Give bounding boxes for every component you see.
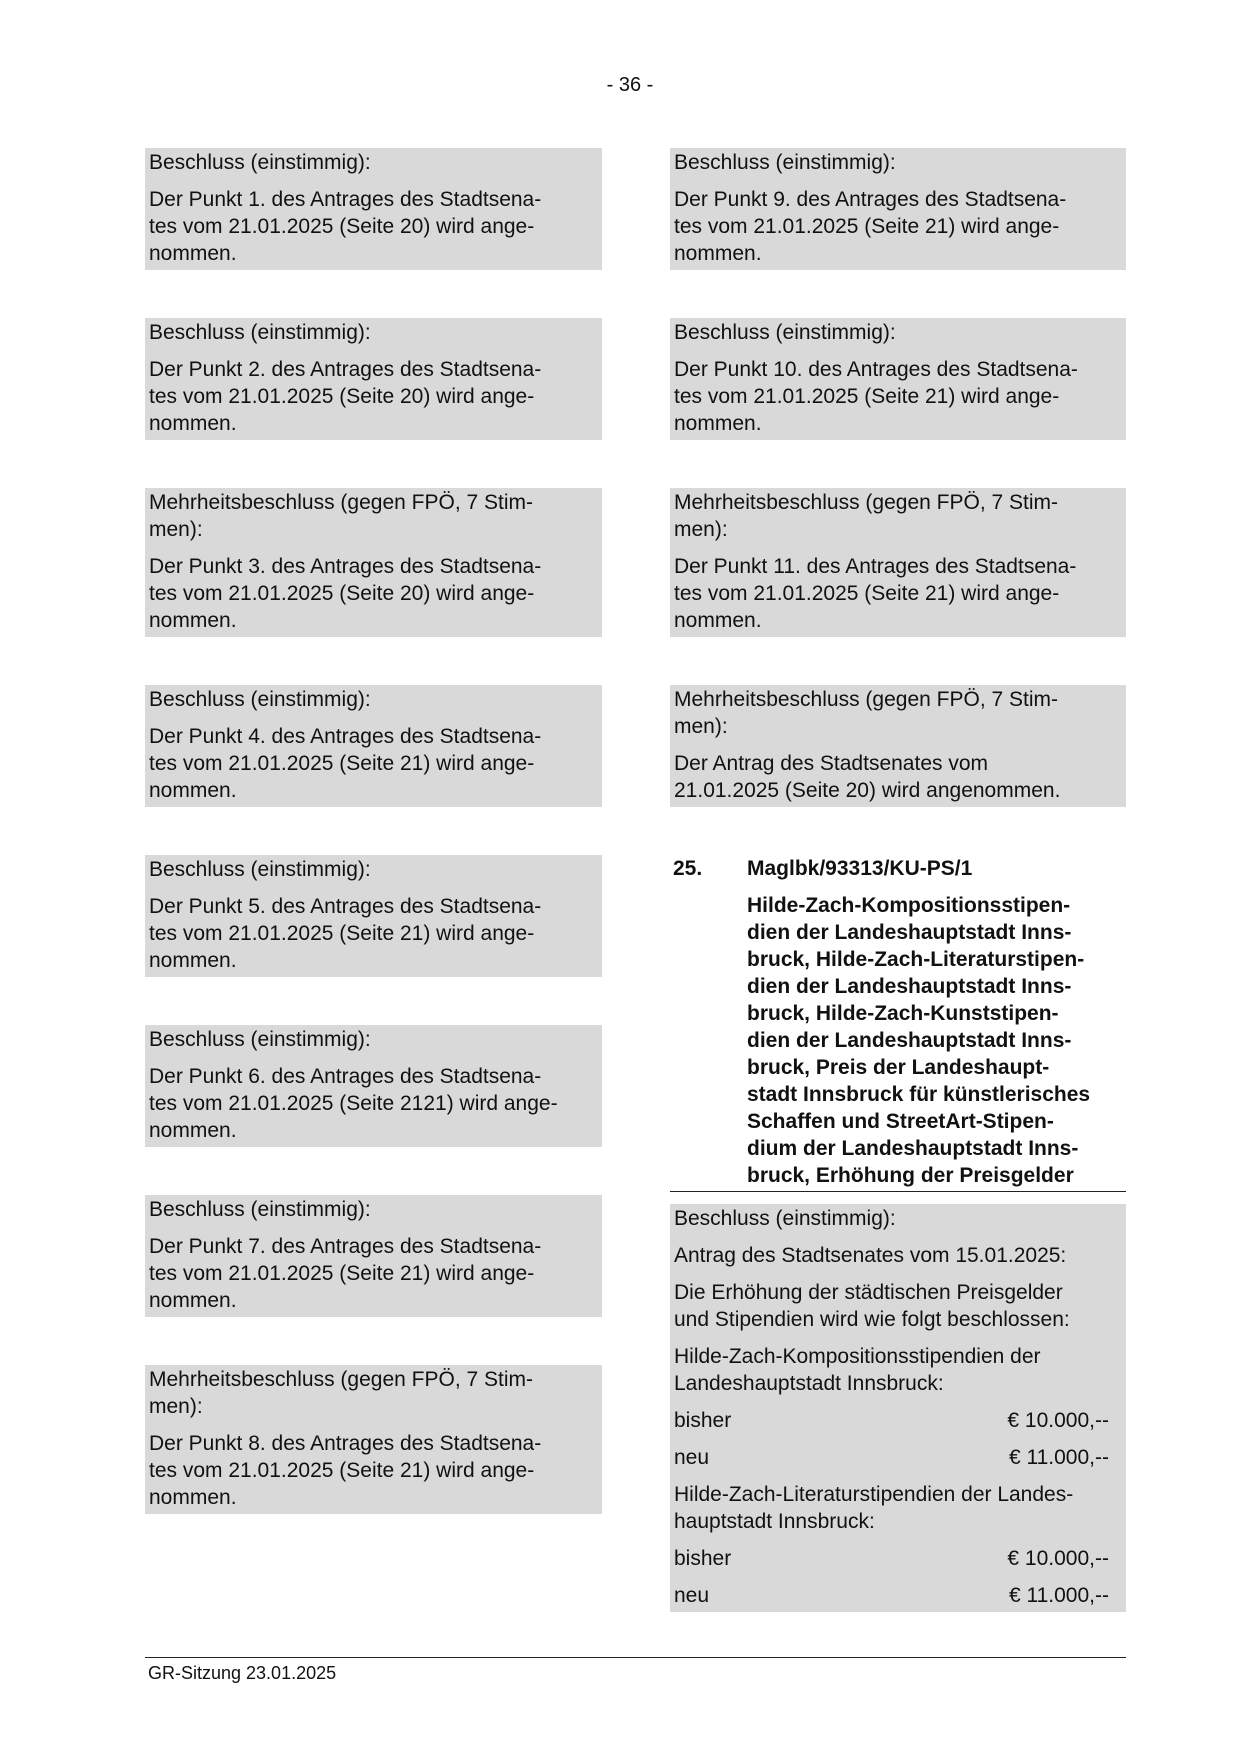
amount-label: bisher [674,1409,732,1432]
resolution-text [149,1233,599,1314]
resolution-block [145,488,602,637]
resolution-type: Beschluss (einstimmig): [674,151,896,174]
resolution-type: Beschluss (einstimmig): [674,321,896,344]
resolution-block [670,488,1126,637]
resolution-block [145,855,602,977]
resolution-block [145,685,602,807]
text-line: tes vom 21.01.2025 (Seite 20) wird ange- [149,215,535,238]
text-line: Der Punkt 4. des Antrages des Stadtsena- [149,725,542,748]
resolution-block [145,1365,602,1514]
decision-block [670,1204,1126,1612]
amount-value: € 11.000,-- [1008,1584,1109,1607]
text-line: nommen. [149,779,237,802]
text-line: tes vom 21.01.2025 (Seite 21) wird ange- [674,582,1060,605]
resolution-type: Beschluss (einstimmig): [149,1198,371,1221]
agenda-item [670,855,1126,1192]
text-line: Der Punkt 2. des Antrages des Stadtsena- [149,358,542,381]
text-line: tes vom 21.01.2025 (Seite 2121) wird ange- [149,1092,558,1115]
title-line: dium der Landeshauptstadt Inns- [747,1137,1079,1160]
resolution-block [145,1195,602,1317]
resolution-type: Mehrheitsbeschluss (gegen FPÖ, 7 Stim- [674,491,1058,514]
resolution-type: Beschluss (einstimmig): [149,1028,371,1051]
right-column [670,148,1126,1612]
title-line: dien der Landeshauptstadt Inns- [747,1029,1072,1052]
text-line: Der Punkt 3. des Antrages des Stadtsena- [149,555,542,578]
resolution-block [145,318,602,440]
text-line: nommen. [149,949,237,972]
text-line: nommen. [674,609,762,632]
text-line: hauptstadt Innsbruck: [674,1510,875,1533]
resolution-block [670,318,1126,440]
text-line: Der Punkt 5. des Antrages des Stadtsena- [149,895,542,918]
left-column [145,148,602,1514]
title-line: dien der Landeshauptstadt Inns- [747,975,1072,998]
text-line: Der Punkt 1. des Antrages des Stadtsena- [149,188,542,211]
text-line: Der Punkt 7. des Antrages des Stadtsena- [149,1235,542,1258]
resolution-text [149,893,599,974]
text-line: Die Erhöhung der städtischen Preisgelder [674,1281,1063,1304]
amount-value: € 10.000,-- [1007,1409,1109,1432]
amount-row [674,1407,1123,1444]
amount-value: € 10.000,-- [1007,1547,1109,1570]
text-line: tes vom 21.01.2025 (Seite 21) wird ange- [674,215,1060,238]
resolution-type: Beschluss (einstimmig): [674,1207,896,1230]
resolution-text [149,723,599,804]
resolution-text [674,553,1123,634]
section-title [674,1343,1123,1407]
text-line: nommen. [149,242,237,265]
title-line: bruck, Erhöhung der Preisgelder [747,1164,1074,1187]
amount-label: neu [674,1584,710,1607]
text-line: Der Punkt 6. des Antrages des Stadtsena- [149,1065,542,1088]
title-line: dien der Landeshauptstadt Inns- [747,921,1072,944]
resolution-text [674,186,1123,267]
resolution-type: Beschluss (einstimmig): [149,858,371,881]
resolution-type: Mehrheitsbeschluss (gegen FPÖ, 7 Stim- [149,491,533,514]
page-footer [145,1657,1126,1684]
text-line: tes vom 21.01.2025 (Seite 21) wird ange- [674,385,1060,408]
text-line: tes vom 21.01.2025 (Seite 21) wird ange- [149,922,535,945]
text-line: tes vom 21.01.2025 (Seite 21) wird ange- [149,1459,535,1482]
agenda-divider [670,1191,1126,1192]
text-line: Der Punkt 8. des Antrages des Stadtsena- [149,1432,542,1455]
decision-intro [674,1279,1123,1343]
resolution-block [145,1025,602,1147]
footer-text: GR-Sitzung 23.01.2025 [148,1663,337,1683]
resolution-type-cont: men): [674,518,728,541]
title-line: Schaffen und StreetArt-Stipen- [747,1110,1054,1133]
text-line: nommen. [149,1486,237,1509]
resolution-text [149,186,599,267]
text-line: nommen. [149,412,237,435]
resolution-text [149,1430,599,1511]
resolution-text [149,356,599,437]
antrag-line: Antrag des Stadtsenates vom 15.01.2025: [674,1244,1067,1267]
text-line: Der Punkt 11. des Antrages des Stadtsena- [674,555,1077,578]
resolution-block [145,148,602,270]
resolution-type: Beschluss (einstimmig): [149,688,371,711]
text-line: tes vom 21.01.2025 (Seite 20) wird ange- [149,582,535,605]
amount-label: neu [674,1446,710,1469]
resolution-type-cont: men): [149,1395,203,1418]
text-line: nommen. [149,609,237,632]
text-line: Der Punkt 10. des Antrages des Stadtsena- [674,358,1078,381]
resolution-text [149,553,599,634]
resolution-type-cont: men): [674,715,728,738]
page-number: - 36 - [606,74,654,96]
text-line: Hilde-Zach-Literaturstipendien der Landes- [674,1483,1074,1506]
resolution-type: Mehrheitsbeschluss (gegen FPÖ, 7 Stim- [149,1368,533,1391]
agenda-title [747,892,1126,1191]
resolution-type: Mehrheitsbeschluss (gegen FPÖ, 7 Stim- [674,688,1058,711]
amount-label: bisher [674,1547,732,1570]
title-line: stadt Innsbruck für künstlerisches [747,1083,1091,1106]
resolution-text [674,750,1123,804]
text-line: nommen. [674,412,762,435]
resolution-block [670,685,1126,807]
resolution-text [149,1063,599,1144]
resolution-type: Beschluss (einstimmig): [149,151,371,174]
text-line: tes vom 21.01.2025 (Seite 21) wird ange- [149,1262,535,1285]
amount-row [674,1444,1123,1481]
amount-value: € 11.000,-- [1008,1446,1109,1469]
resolution-text [674,356,1123,437]
text-line: Der Punkt 9. des Antrages des Stadtsena- [674,188,1067,211]
resolution-type-cont: men): [149,518,203,541]
resolution-block [670,148,1126,270]
title-line: bruck, Hilde-Zach-Literaturstipen- [747,948,1085,971]
agenda-code: Maglbk/93313/KU-PS/1 [747,857,973,880]
section-title [674,1481,1123,1545]
title-line: bruck, Preis der Landeshaupt- [747,1056,1050,1079]
resolution-type: Beschluss (einstimmig): [149,321,371,344]
text-line: und Stipendien wird wie folgt beschlossen: [674,1308,1070,1331]
agenda-number: 25. [673,857,703,880]
text-line: tes vom 21.01.2025 (Seite 21) wird ange- [149,752,535,775]
text-line: tes vom 21.01.2025 (Seite 20) wird ange- [149,385,535,408]
title-line: bruck, Hilde-Zach-Kunststipen- [747,1002,1059,1025]
amount-row [674,1582,1123,1609]
text-line: Landeshauptstadt Innsbruck: [674,1372,944,1395]
text-line: nommen. [149,1289,237,1312]
text-line: 21.01.2025 (Seite 20) wird angenommen. [674,779,1061,802]
text-line: Hilde-Zach-Kompositionsstipendien der [674,1345,1041,1368]
text-line: nommen. [149,1119,237,1142]
text-line: Der Antrag des Stadtsenates vom [674,752,989,775]
text-line: nommen. [674,242,762,265]
amount-row [674,1545,1123,1582]
title-line: Hilde-Zach-Kompositionsstipen- [747,894,1071,917]
